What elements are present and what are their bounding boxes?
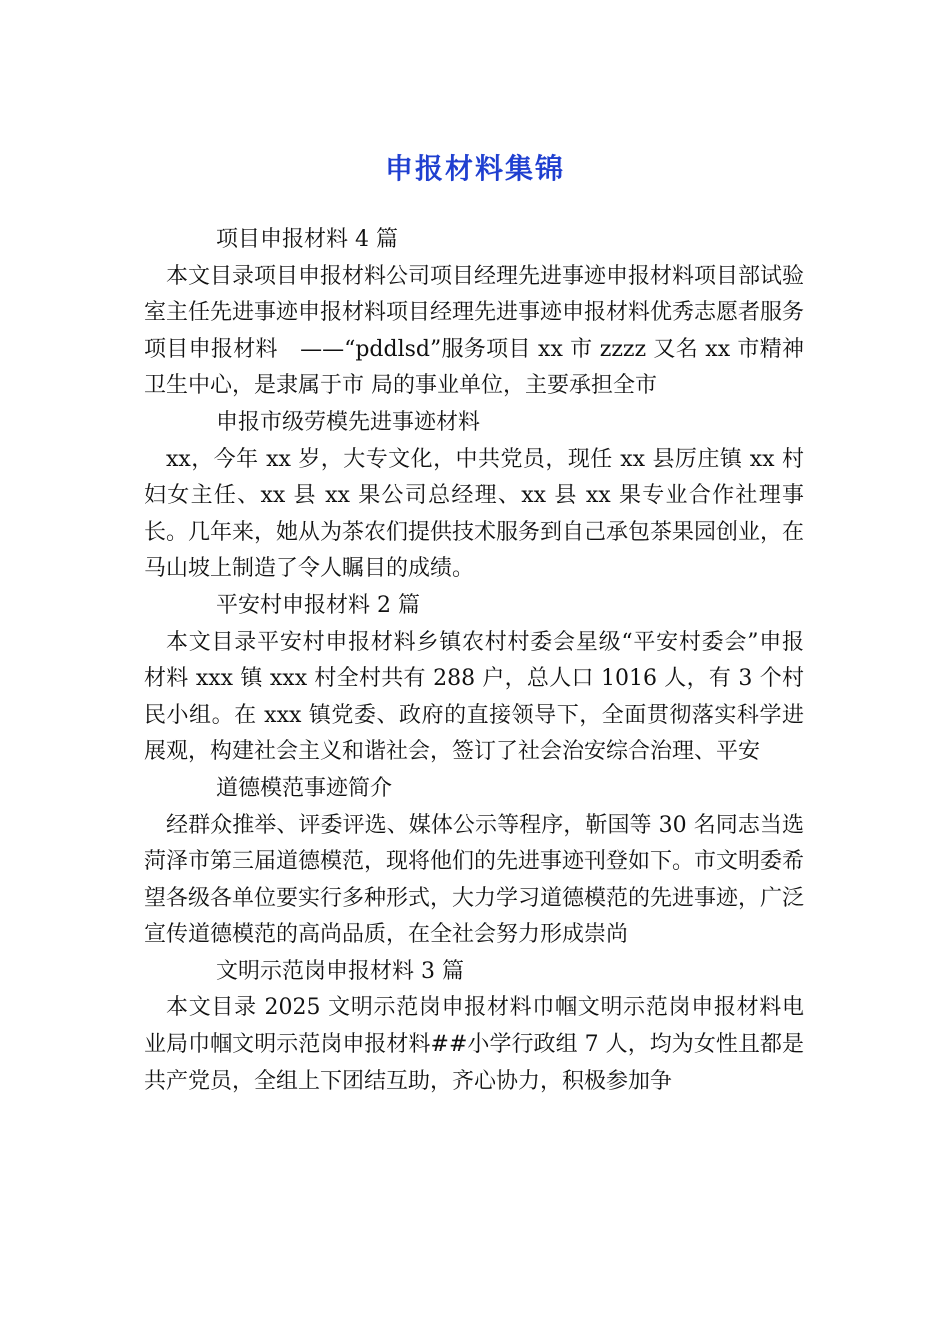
section-5 xyxy=(144,954,804,1100)
section-paragraph: 经群众推举、评委评选、媒体公示等程序，靳国等 30 名同志当选菏泽市第三届道德模范，现将他们的先进事迹刊登如下。市文明委希望各级各单位要实行多种形式，大力学习道德模范的先进事迹，广泛宣传道德模范的高尚品质，在全社会努力形成崇尚 xyxy=(144,812,805,948)
section-2 xyxy=(144,405,804,588)
section-heading: 道德模范事迹简介 xyxy=(216,775,393,801)
section-paragraph: xx，今年 xx 岁，大专文化，中共党员，现任 xx 县厉庄镇 xx 村妇女主任、xx 县 xx 果公司总经理、xx 县 xx 果专业合作社理事长。几年来，她从为茶农们提供技术服务到自己承包茶果园创业，在马山坡上制造了令人瞩目的成绩。 xyxy=(144,446,805,582)
section-heading: 申报市级劳模先进事迹材料 xyxy=(216,409,481,435)
section-paragraph: 本文目录项目申报材料公司项目经理先进事迹申报材料项目部试验室主任先进事迹申报材料项目经理先进事迹申报材料优秀志愿者服务项目申报材料 ——“pddlsd”服务项目 xx 市 zzzz 又名 xx 市精神卫生中心，是隶属于市 局的事业单位，主要承担全市 xyxy=(144,263,805,399)
section-heading: 文明示范岗申报材料 3 篇 xyxy=(216,958,464,984)
section-heading: 平安村申报材料 2 篇 xyxy=(216,592,420,618)
document-content xyxy=(144,222,804,1100)
section-paragraph: 本文目录平安村申报材料乡镇农村村委会星级“平安村委会”申报材料 xxx 镇 xxx 村全村共有 288 户，总人口 1016 人，有 3 个村民小组。在 xxx 镇党委、政府的直接领导下，全面贯彻落实科学进展观，构建社会主义和谐社会，签订了社会治安综合治理、平安 xyxy=(144,629,804,765)
section-3 xyxy=(144,588,804,771)
section-heading: 项目申报材料 4 篇 xyxy=(216,227,398,252)
section-1 xyxy=(144,222,804,405)
section-4 xyxy=(144,771,804,954)
document-title: 申报材料集锦 xyxy=(384,151,565,185)
section-paragraph: 本文目录 2025 文明示范岗申报材料巾帼文明示范岗申报材料电业局巾帼文明示范岗申报材料##小学行政组 7 人，均为女性且都是共产党员，全组上下团结互助，齐心协力，积极参加争 xyxy=(144,995,804,1094)
